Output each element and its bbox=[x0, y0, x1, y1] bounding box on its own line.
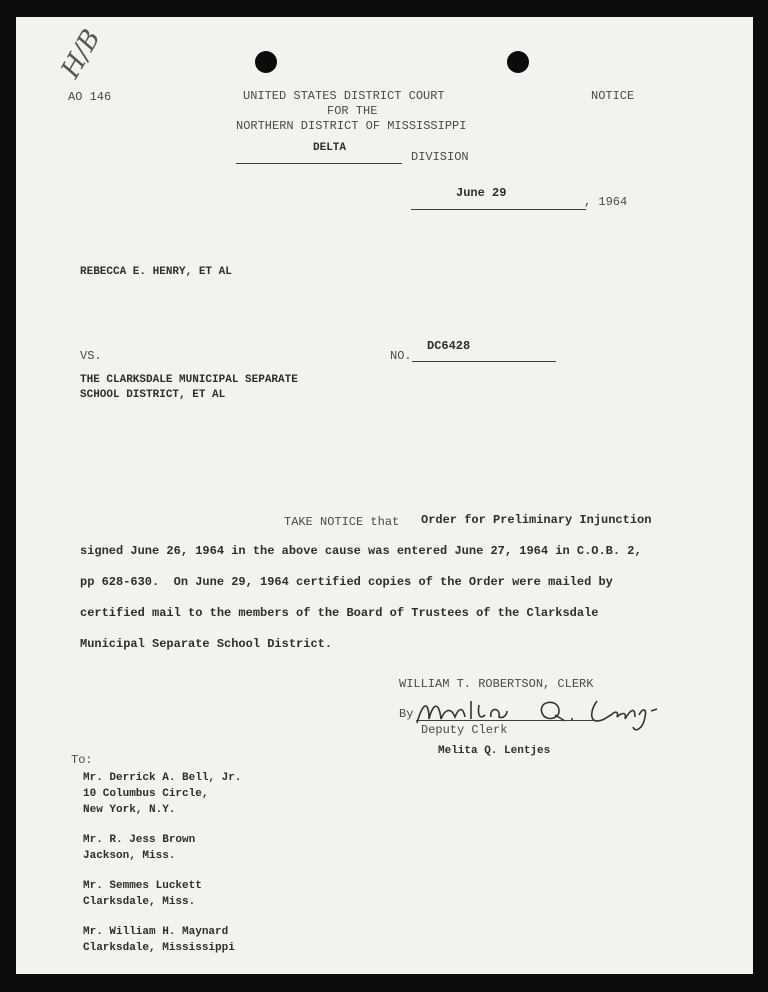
to-label: To: bbox=[71, 753, 93, 767]
recipient-3-name: Mr. Semmes Luckett bbox=[83, 880, 202, 892]
recipient-2-name: Mr. R. Jess Brown bbox=[83, 834, 196, 846]
clerk-name: WILLIAM T. ROBERTSON, CLERK bbox=[399, 677, 594, 691]
recipient-1-address: 10 Columbus Circle, bbox=[83, 788, 209, 800]
defendant-line2: SCHOOL DISTRICT, ET AL bbox=[80, 389, 226, 401]
plaintiff: REBECCA E. HENRY, ET AL bbox=[80, 266, 232, 278]
document-type: NOTICE bbox=[591, 89, 635, 103]
court-name-line2: FOR THE bbox=[327, 104, 378, 118]
case-number-label: NO. bbox=[390, 349, 412, 363]
punch-hole-left bbox=[255, 51, 277, 73]
recipient-4-city: Clarksdale, Mississippi bbox=[83, 942, 235, 954]
recipient-1-city: New York, N.Y. bbox=[83, 804, 176, 816]
notice-line1: Order for Preliminary Injunction bbox=[421, 513, 652, 527]
notice-lead: TAKE NOTICE that bbox=[284, 515, 400, 529]
date-year: , 1964 bbox=[584, 195, 628, 209]
notice-line2: signed June 26, 1964 in the above cause was entered June 27, 1964 in C.O.B. 2, bbox=[80, 544, 642, 558]
division-value: DELTA bbox=[313, 142, 347, 154]
signature-line bbox=[416, 720, 601, 721]
court-name-line3: NORTHERN DISTRICT OF MISSISSIPPI bbox=[236, 119, 467, 133]
handwritten-mark: H/B bbox=[55, 24, 107, 84]
division-underline bbox=[236, 163, 402, 164]
case-number-underline bbox=[412, 361, 556, 362]
division-label: DIVISION bbox=[411, 150, 469, 164]
recipient-2-city: Jackson, Miss. bbox=[83, 850, 176, 862]
punch-hole-right bbox=[507, 51, 529, 73]
by-label: By bbox=[399, 707, 414, 721]
court-name-line1: UNITED STATES DISTRICT COURT bbox=[243, 89, 445, 103]
notice-line3: pp 628-630. On June 29, 1964 certified copies of the Order were mailed by bbox=[80, 575, 613, 589]
deputy-clerk-name: Melita Q. Lentjes bbox=[438, 745, 551, 757]
document-page bbox=[16, 17, 753, 974]
recipient-1-name: Mr. Derrick A. Bell, Jr. bbox=[83, 772, 242, 784]
date-underline bbox=[411, 209, 586, 210]
notice-line5: Municipal Separate School District. bbox=[80, 637, 333, 651]
date-month-day: June 29 bbox=[456, 186, 507, 200]
deputy-clerk-label: Deputy Clerk bbox=[421, 723, 508, 737]
case-number-value: DC6428 bbox=[427, 339, 471, 353]
recipient-3-city: Clarksdale, Miss. bbox=[83, 896, 196, 908]
form-number: AO 146 bbox=[68, 90, 112, 104]
notice-line4: certified mail to the members of the Board of Trustees of the Clarksdale bbox=[80, 606, 599, 620]
recipient-4-name: Mr. William H. Maynard bbox=[83, 926, 229, 938]
versus-label: VS. bbox=[80, 349, 102, 363]
defendant-line1: THE CLARKSDALE MUNICIPAL SEPARATE bbox=[80, 374, 298, 386]
